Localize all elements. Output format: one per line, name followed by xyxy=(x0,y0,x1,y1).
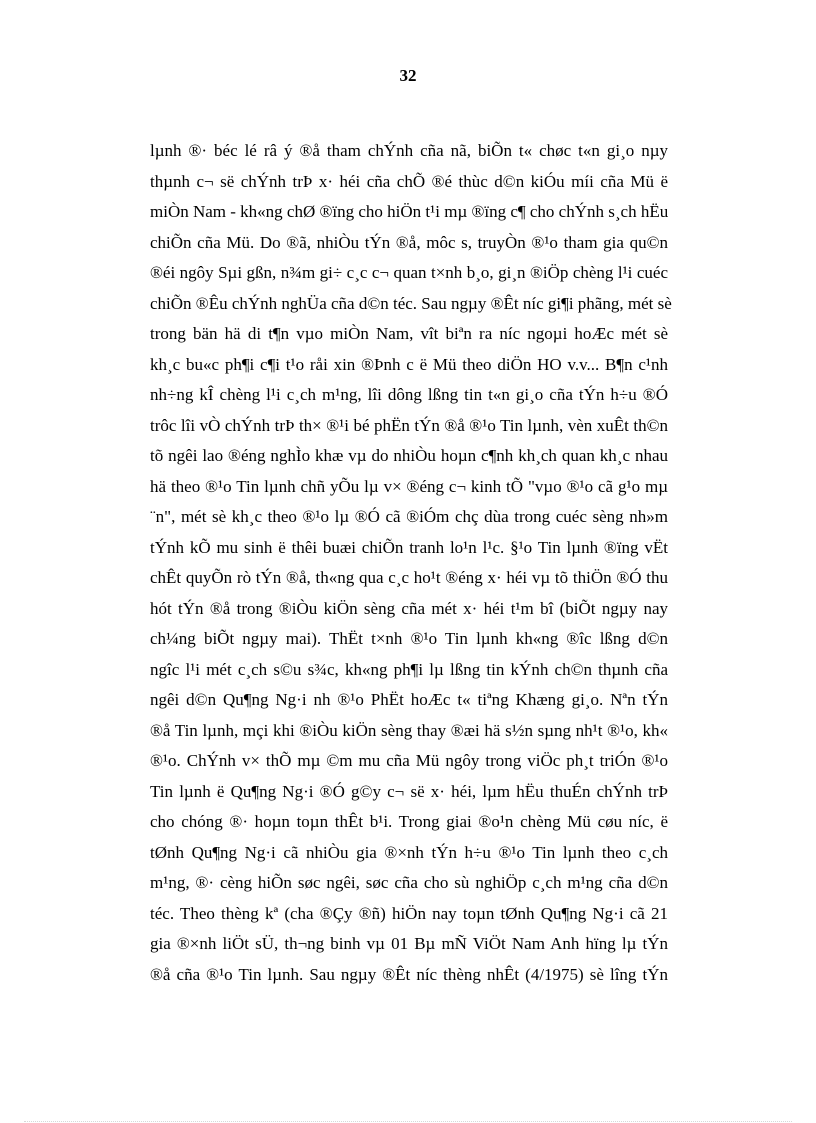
text-line: ngîc l¹i mét c¸ch s©u s¾c, kh«ng ph¶i lµ lßng tin kÝnh ch©n thµnh cña xyxy=(150,659,668,679)
text-line: chiÕn cña Mü. Do ®ã, nhiÒu tÝn ®å, môc s, truyÒn ®¹o tham gia qu©n xyxy=(150,232,668,252)
text-line: ®å Tin lµnh, mçi khi ®iÒu kiÖn sèng thay ®æi hä s½n sµng nh¹t ®¹o, kh« xyxy=(150,720,668,740)
text-line: ngêi d©n Qu¶ng Ng·i nh ®¹o PhËt hoÆc t« tiªng Khæng gi¸o. Nªn tÝn xyxy=(150,690,668,709)
text-line: kh¸c bu«c ph¶i c¶i t¹o råi xin ®Þnh c ë Mü theo diÖn HO v.v... B¶n c¹nh xyxy=(150,354,668,374)
page-number: 32 xyxy=(399,66,417,85)
text-line: tõ ngêi lao ®éng nghÌo khæ vµ do nhiÒu hoµn c¶nh kh¸ch quan kh¸c nhau xyxy=(150,446,668,465)
body-text xyxy=(150,136,672,990)
text-line: gia ®×nh liÖt sÜ, th¬ng binh vµ 01 Bµ mÑ ViÖt Nam Anh hïng lµ tÝn xyxy=(150,934,668,953)
text-line: lµnh ®· béc lé râ ý ®å tham chÝnh cña nã, biÕn t« chøc t«n gi¸o nµy xyxy=(150,141,668,160)
text-line: nh÷ng kÎ chèng l¹i c¸ch m¹ng, lîi dông lßng tin t«n gi¸o cña tÝn h÷u ®Ó xyxy=(150,385,668,404)
text-line: tÝnh kÕ mu sinh ë thêi buæi chiÕn tranh lo¹n l¹c. §¹o Tin lµnh ®ïng vËt xyxy=(150,537,668,557)
text-line: ®éi ngôy Sµi gßn, n¾m gi÷ c¸c c¬ quan t×nh b¸o, gi¸n ®iÖp chèng l¹i cuéc xyxy=(150,263,668,282)
text-line: hä theo ®¹o Tin lµnh chñ yÕu lµ v× ®éng c¬ kinh tÕ "vµo ®¹o cã g¹o mµ xyxy=(150,476,668,496)
text-line: tØnh Qu¶ng Ng·i cã nhiÒu gia ®×nh tÝn h÷u ®¹o Tin lµnh theo c¸ch xyxy=(150,842,668,862)
text-line: Tin lµnh ë Qu¶ng Ng·i ®Ó g©y c¬ së x· héi, lµm hËu thuÉn chÝnh trÞ xyxy=(150,781,668,801)
text-line: miÒn Nam - kh«ng chØ ®ïng cho hiÖn t¹i mµ ®ïng c¶ cho chÝnh s¸ch hËu xyxy=(150,202,669,221)
text-line: chÊt quyÕn rò tÝn ®å, th«ng qua c¸c ho¹t ®éng x· héi vµ tõ thiÖn ®Ó thu xyxy=(150,568,668,587)
text-line: trôc lîi vÒ chÝnh trÞ th× ®¹i bé phËn tÝn ®å ®¹o Tin lµnh, vèn xuÊt th©n xyxy=(150,415,668,435)
text-line: ch¼ng biÕt ngµy mai). ThËt t×nh ®¹o Tin lµnh kh«ng ®îc lßng d©n xyxy=(150,629,668,648)
page-bottom-edge xyxy=(24,1121,792,1122)
text-line: ®¹o. ChÝnh v× thÕ mµ ©m mu cña Mü ngôy trong viÖc ph¸t triÓn ®¹o xyxy=(150,751,668,770)
text-line: thµnh c¬ së chÝnh trÞ x· héi cña chÕ ®é thùc d©n kiÓu míi cña Mü ë xyxy=(150,171,668,191)
text-line: ¨n", mét sè kh¸c theo ®¹o lµ ®Ó cã ®iÓm chç dùa trong cuéc sèng nh»m xyxy=(150,507,668,526)
text-line: chiÕn ®Êu chÝnh nghÜa cña d©n téc. Sau ngµy ®Êt níc gi¶i phãng, mét sè xyxy=(150,293,672,313)
text-line: téc. Theo thèng kª (cha ®Çy ®ñ) hiÖn nay toµn tØnh Qu¶ng Ng·i cã 21 xyxy=(150,903,668,923)
text-line: m¹ng, ®· cèng hiÕn søc ngêi, søc cña cho sù nghiÖp c¸ch m¹ng cña d©n xyxy=(150,873,668,892)
text-line: cho chóng ®· hoµn toµn thÊt b¹i. Trong giai ®o¹n chèng Mü cøu níc, ë xyxy=(150,812,668,831)
text-line: trong bän hä di t¶n vµo miÒn Nam, vît biªn ra níc ngoµi hoÆc mét sè xyxy=(150,324,668,343)
text-line: hót tÝn ®å trong ®iÒu kiÖn sèng cña mét x· héi t¹m bî (biÕt ngµy nay xyxy=(150,598,668,618)
text-line: ®å cña ®¹o Tin lµnh. Sau ngµy ®Êt níc thèng nhÊt (4/1975) sè lîng tÝn xyxy=(150,964,668,984)
